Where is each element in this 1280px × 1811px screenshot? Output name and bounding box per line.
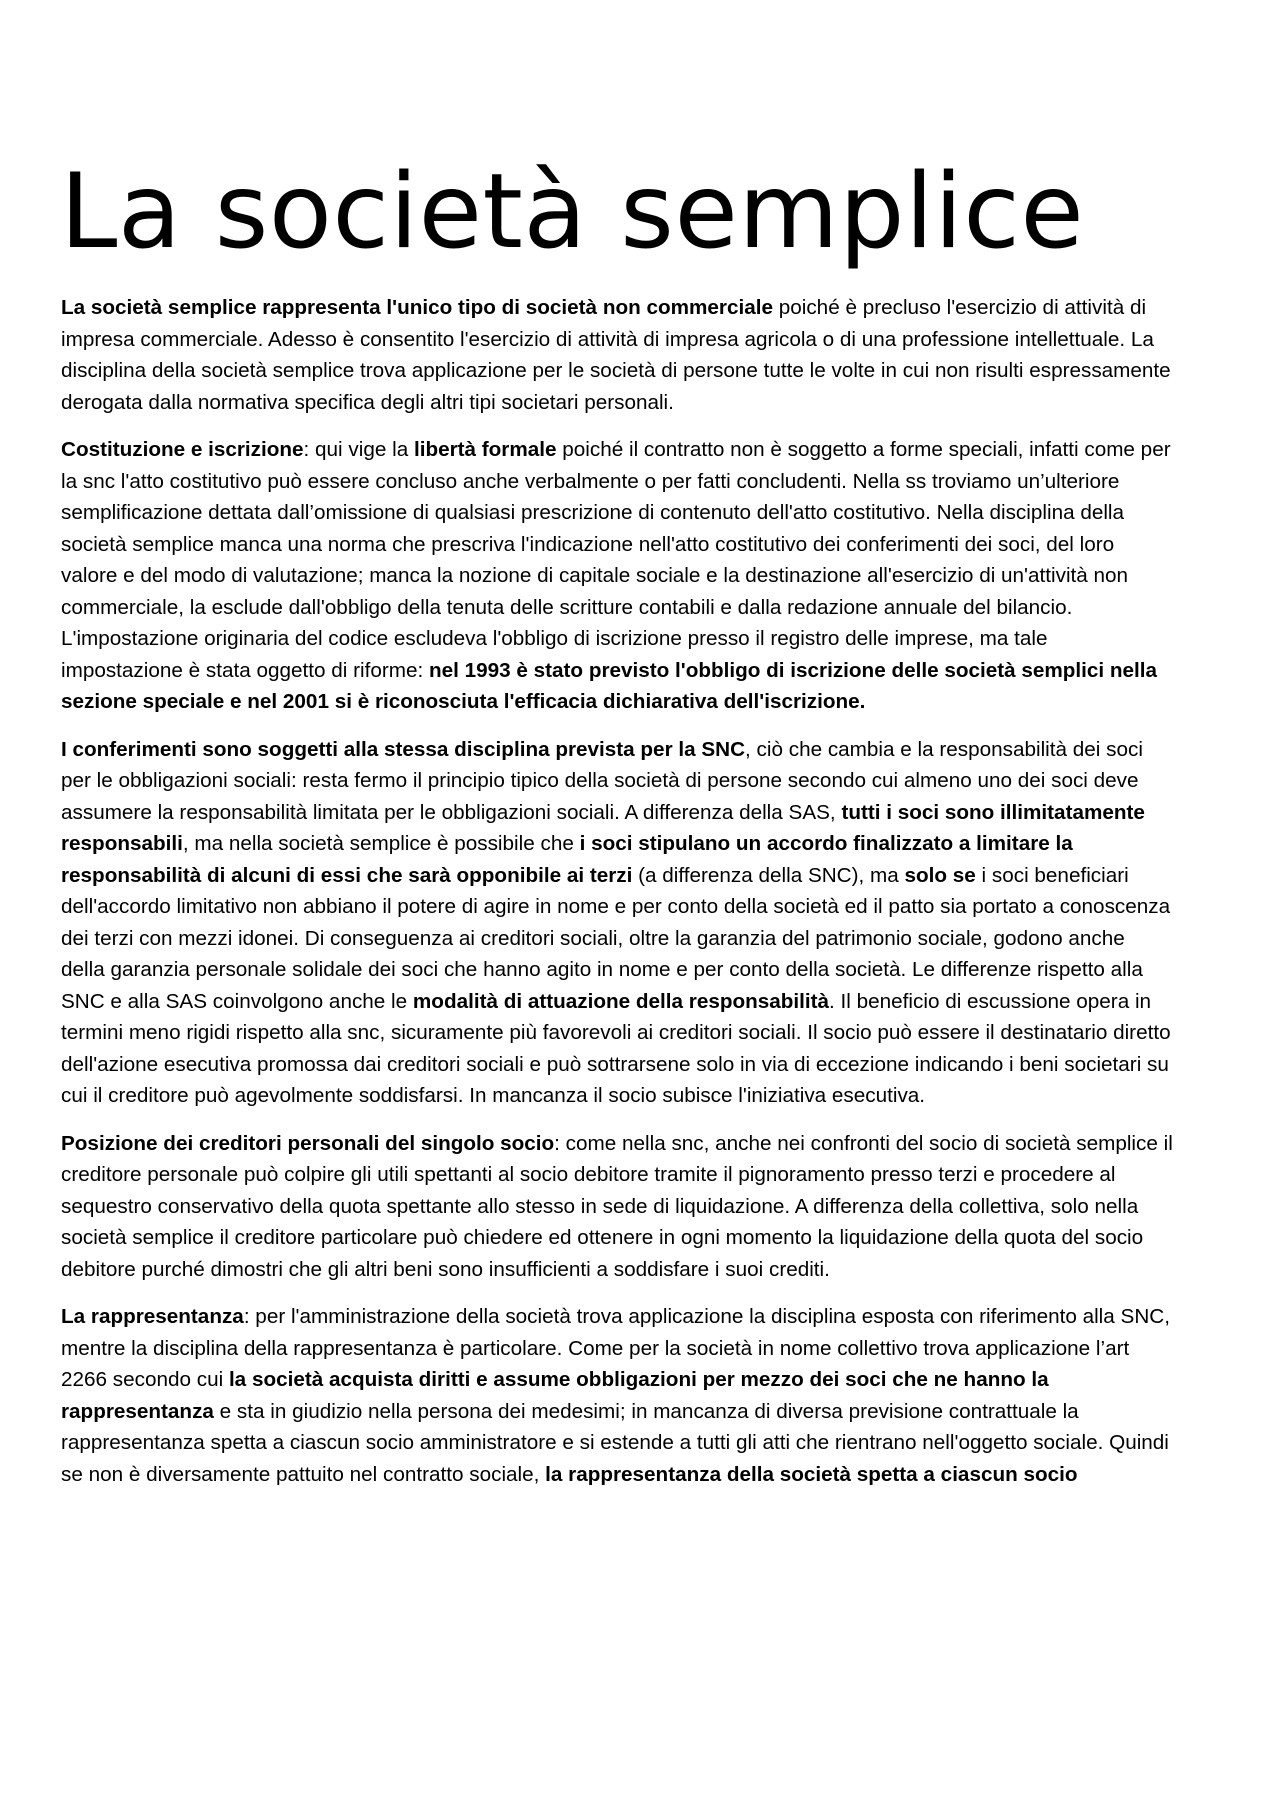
paragraph-conferimenti (61, 734, 1173, 1112)
bold-text: tutti i soci sono illimitatamente responsabili (61, 800, 1145, 855)
bold-text: nel 1993 è stato previsto l'obbligo di iscrizione delle società semplici nella sezione speciale e nel 2001 si è riconosciuta l'efficacia dichiarativa dell'iscrizione. (61, 658, 1158, 713)
document-body (61, 292, 1173, 1506)
body-text: i soci beneficiari dell'accordo limitativo non abbiano il potere di agire in nome e per conto della società ed il patto sia portato a conoscenza dei terzi con mezzi idonei. Di conseguenza ai creditori sociali, oltre la garanzia del patrimonio sociale, godono anche della garanzia personale solidale dei soci che hanno agito in nome e per conto della società. Le differenze rispetto alla SNC e alla SAS coinvolgono anche le (61, 863, 1171, 1013)
body-text: , ciò che cambia e la responsabilità dei soci per le obbligazioni sociali: resta fermo il principio tipico della società di persone secondo cui almeno uno dei soci deve assumere la responsabilità limitata per le obbligazioni sociali. A differenza della SAS, (61, 737, 1143, 824)
paragraph-creditori (61, 1128, 1173, 1286)
bold-text: modalità di attuazione della responsabilità (412, 989, 830, 1013)
body-text: : qui vige la (303, 438, 414, 461)
page-title: La società semplice (60, 152, 1085, 272)
section-heading: La rappresentanza (61, 1305, 244, 1328)
section-heading: I conferimenti sono soggetti alla stessa disciplina prevista per la SNC (61, 737, 746, 761)
section-heading: Costituzione e iscrizione (61, 438, 304, 461)
bold-text: La società semplice rappresenta l'unico tipo di società non commerciale (61, 296, 773, 319)
bold-text: la rappresentanza della società spetta a ciascun socio (545, 1462, 1078, 1486)
body-text: . Il beneficio di escussione opera in termini meno rigidi rispetto alla snc, sicuramente più favorevoli ai creditori sociali. Il socio può essere il destinatario diretto dell'azione esecutiva promossa dai creditori sociali e può sottrarsene solo in via di eccezione indicando i beni societari su cui il creditore può agevolmente soddisfarsi. In mancanza il socio subisce l'iniziativa esecutiva. (61, 989, 1171, 1107)
body-text: , ma nella società semplice è possibile che (182, 832, 580, 855)
body-text: : per l'amministrazione della società trova applicazione la disciplina esposta con riferimento alla SNC, mentre la disciplina della rappresentanza è particolare. Come per la società in nome collettivo trova applicazione l’art 2266 secondo cui (61, 1305, 1170, 1391)
bold-text: la società acquista diritti e assume obbligazioni per mezzo dei soci che ne hanno la rappresentanza (61, 1368, 1049, 1423)
bold-text: libertà formale (413, 438, 557, 461)
body-text: e sta in giudizio nella persona dei medesimi; in mancanza di diversa previsione contrattuale la rappresentanza spetta a ciascun socio amministratore e si estende a tutti gli atti che rientrano nell'oggetto sociale. Quindi se non è diversamente pattuito nel contratto sociale, (61, 1399, 1169, 1486)
body-text: : come nella snc, anche nei confronti del socio di società semplice il creditore personale può colpire gli utili spettanti al socio debitore tramite il pignoramento presso terzi e procedere al sequestro conservativo della quota spettante allo stesso in sede di liquidazione. A differenza della collettiva, solo nella società semplice il creditore particolare può chiedere ed ottenere in ogni momento la liquidazione della quota del socio debitore purché dimostri che gli altri beni sono insufficienti a soddisfare i suoi crediti. (61, 1131, 1173, 1281)
section-heading: Posizione dei creditori personali del singolo socio (61, 1131, 555, 1155)
body-text: (a differenza della SNC), ma (632, 863, 905, 887)
bold-text: i soci stipulano un accordo finalizzato a limitare la responsabilità di alcuni di essi che sarà opponibile ai terzi (61, 832, 1073, 887)
paragraph-costituzione (61, 434, 1173, 718)
body-text: poiché è precluso l'esercizio di attività di impresa commerciale. Adesso è consentito l'esercizio di attività di impresa agricola o di una professione intellettuale. La disciplina della società semplice trova applicazione per le società di persone tutte le volte in cui non risulti espressamente derogata dalla normativa specifica degli altri tipi societari personali. (61, 296, 1171, 414)
paragraph-intro (61, 292, 1173, 418)
paragraph-rappresentanza (61, 1301, 1173, 1490)
body-text: poiché il contratto non è soggetto a forme speciali, infatti come per la snc l'atto costitutivo può essere concluso anche verbalmente o per fatti concludenti. Nella ss troviamo un’ulteriore semplificazione dettata dall’omissione di qualsiasi prescrizione di contenuto dell'atto costitutivo. Nella disciplina della società semplice manca una norma che prescriva l'indicazione nell'atto costitutivo dei conferimenti dei soci, del loro valore e del modo di valutazione; manca la nozione di capitale sociale e la destinazione all'esercizio di un'attività non commerciale, la esclude dall'obbligo della tenuta delle scritture contabili e dalla redazione annuale del bilancio. L'impostazione originaria del codice escludeva l'obbligo di iscrizione presso il registro delle imprese, ma tale impostazione è stata oggetto di riforme: (61, 438, 1171, 682)
bold-text: solo se (904, 863, 976, 887)
